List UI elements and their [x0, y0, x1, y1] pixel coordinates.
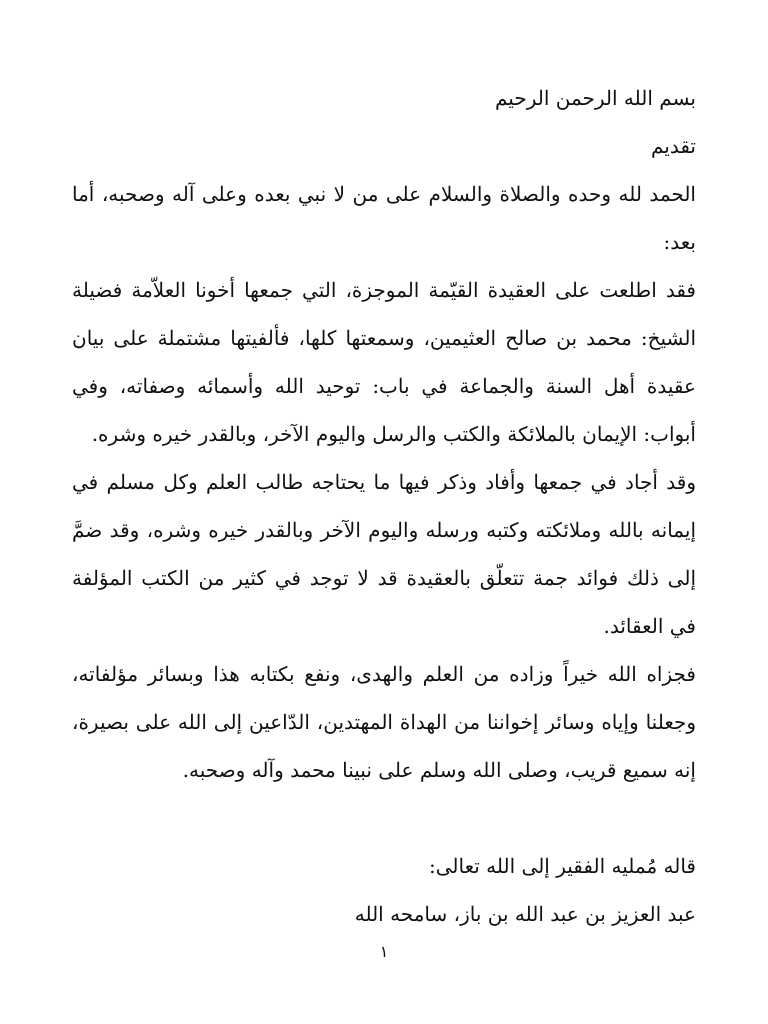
blank-line	[72, 794, 696, 842]
document-body	[72, 74, 696, 938]
opening-paragraph: الحمد لله وحده والصلاة والسلام على من لا نبي بعده وعلى آله وصحبه، أما بعد:	[72, 182, 696, 254]
paragraph-1: فقد اطلعت على العقيدة القيّمة الموجزة، التي جمعها أخونا العلاّمة فضيلة الشيخ: محمد بن صالح العثيمين، وسمعتها كلها، فألفيتها مشتملة على بيان عقيدة أهل السنة والجماعة في باب: توحيد الله وأسمائه وصفاته، وفي أبواب: الإيمان بالملائكة والكتب والرسل واليوم الآخر، وبالقدر خيره وشره.	[72, 278, 696, 446]
paragraph-2: وقد أجاد في جمعها وأفاد وذكر فيها ما يحتاجه طالب العلم وكل مسلم في إيمانه بالله وملائكته وكتبه ورسله واليوم الآخر وبالقدر خيره وشره، وقد ضمَّ إلى ذلك فوائد جمة تتعلّق بالعقيدة قد لا توجد في كثير من الكتب المؤلفة في العقائد.	[72, 470, 696, 638]
basmala: بسم الله الرحمن الرحيم	[494, 86, 696, 110]
page-number: ١	[379, 942, 389, 961]
author-signature: عبد العزيز بن عبد الله بن باز، سامحه الله	[354, 902, 696, 926]
section-heading: تقديم	[650, 134, 696, 158]
closing-intro: قاله مُمليه الفقير إلى الله تعالى:	[429, 854, 696, 878]
paragraph-3: فجزاه الله خيراً وزاده من العلم والهدى، ونفع بكتابه هذا وبسائر مؤلفاته، وجعلنا وإياه وسائر إخواننا من الهداة المهتدين، الدّاعين إلى الله على بصيرة، إنه سميع قريب، وصلى الله وسلم على نبينا محمد وآله وصحبه.	[72, 662, 696, 782]
